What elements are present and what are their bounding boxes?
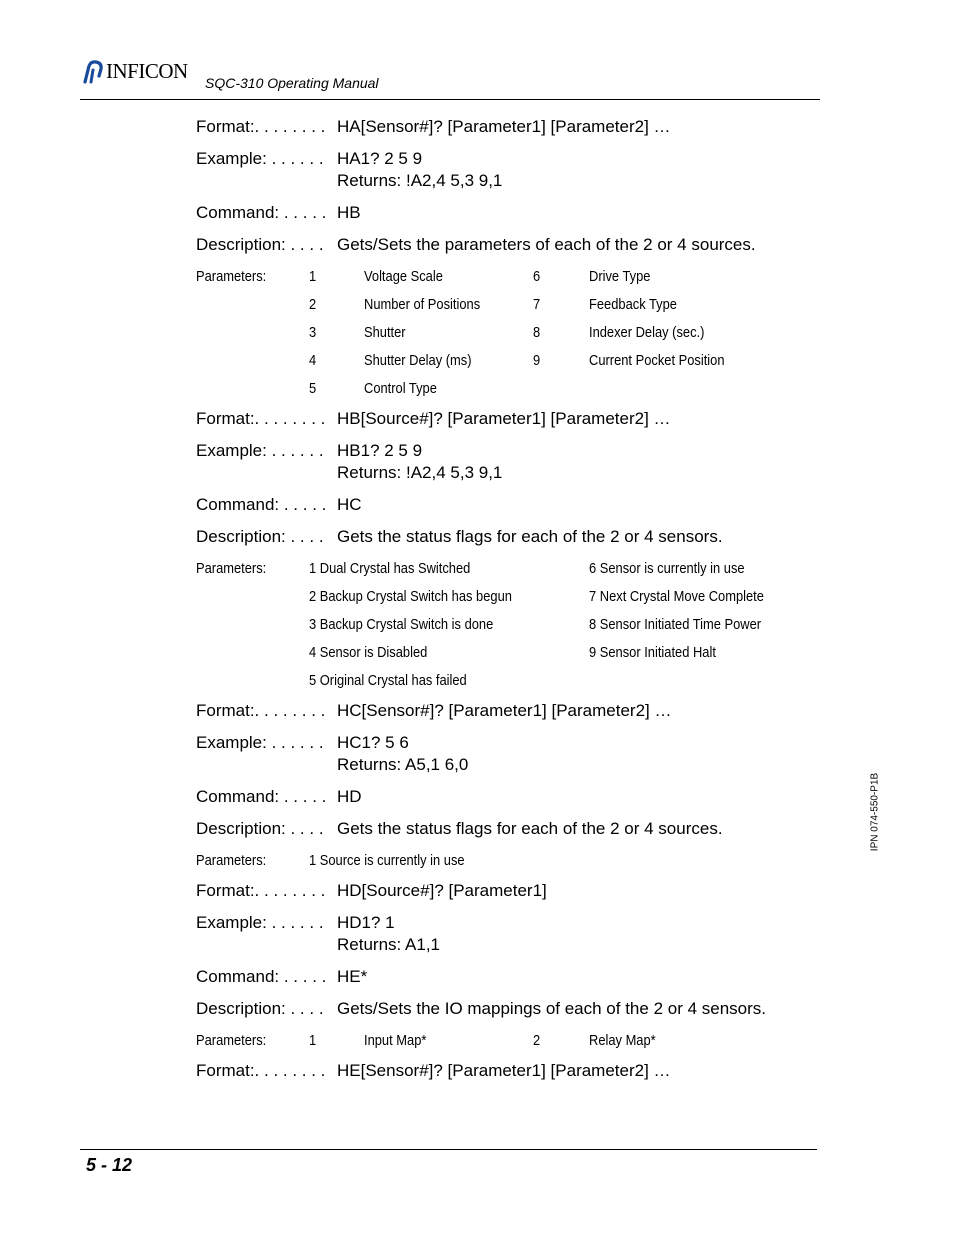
footer-divider [80,1149,817,1150]
parameter-number: 6 [533,268,541,285]
row-value: HE[Sensor#]? [Parameter1] [Parameter2] … [337,1061,671,1080]
inficon-logo [82,59,188,84]
parameter-number: 1 [309,268,317,285]
row-value: Gets the status flags for each of the 2 or 4 sources. [337,819,723,838]
parameter-item: 1 Source is currently in use [309,852,465,869]
parameter-number: 2 [309,296,317,313]
row-value: Gets/Sets the IO mappings of each of the 2 or 4 sensors. [337,999,767,1018]
row-label: Example: . . . . . . [196,441,324,460]
row-value: HB1? 2 5 9 [337,441,423,460]
command-row [196,441,422,461]
parameter-name: Shutter [364,324,406,341]
parameter-number: 9 [533,352,541,369]
parameter-number: 3 [309,324,317,341]
row-value: HC1? 5 6 [337,733,409,752]
parameter-number: 8 [533,324,541,341]
row-label: Command: . . . . . [196,203,327,222]
ipn-code: IPN 074-550-P1B [869,772,881,852]
parameter-name: Relay Map* [589,1032,656,1049]
row-label: Format:. . . . . . . . [196,701,326,720]
parameter-number: 4 [309,352,317,369]
command-row [196,881,547,901]
status-flag: 1 Dual Crystal has Switched [309,560,471,577]
returns-line: Returns: A5,1 6,0 [337,755,469,774]
command-row [196,733,409,753]
row-value: HC[Sensor#]? [Parameter1] [Parameter2] … [337,701,672,720]
row-label: Format:. . . . . . . . [196,409,326,428]
status-flag: 2 Backup Crystal Switch has begun [309,588,512,605]
command-row [196,527,723,547]
parameter-name: Shutter Delay (ms) [364,352,472,369]
inficon-logo-icon [82,60,104,84]
parameters-label: Parameters: [196,852,267,869]
returns-line: Returns: !A2,4 5,3 9,1 [337,171,503,190]
row-label: Example: . . . . . . [196,149,324,168]
status-flag: 9 Sensor Initiated Halt [589,644,716,661]
status-flag: 5 Original Crystal has failed [309,672,467,689]
parameter-name: Drive Type [589,268,651,285]
row-label: Format:. . . . . . . . [196,1061,326,1080]
status-flag: 6 Sensor is currently in use [589,560,745,577]
row-value: Gets the status flags for each of the 2 or 4 sensors. [337,527,723,546]
row-label: Description: . . . . [196,999,324,1018]
command-row [196,495,362,515]
command-row [196,409,671,429]
row-value: HA1? 2 5 9 [337,149,423,168]
row-value: HB[Source#]? [Parameter1] [Parameter2] … [337,409,671,428]
command-row [196,117,671,137]
row-value: HD1? 1 [337,913,395,932]
command-row [196,819,723,839]
parameter-name: Feedback Type [589,296,677,313]
row-value: HB [337,203,361,222]
status-flag: 4 Sensor is Disabled [309,644,428,661]
row-label: Command: . . . . . [196,967,327,986]
parameter-name: Input Map* [364,1032,427,1049]
command-row [196,203,361,223]
parameter-number: 2 [533,1032,541,1049]
page-number: 5 - 12 [86,1155,133,1175]
row-label: Description: . . . . [196,235,324,254]
status-flag: 8 Sensor Initiated Time Power [589,616,762,633]
parameter-number: 1 [309,1032,317,1049]
parameter-name: Control Type [364,380,437,397]
row-value: HD[Source#]? [Parameter1] [337,881,547,900]
command-row [196,1061,671,1081]
row-label: Description: . . . . [196,527,324,546]
command-row [196,967,367,987]
status-flag: 7 Next Crystal Move Complete [589,588,764,605]
row-value: Gets/Sets the parameters of each of the 2 or 4 sources. [337,235,756,254]
row-label: Example: . . . . . . [196,733,324,752]
command-row [196,913,395,933]
row-label: Format:. . . . . . . . [196,117,326,136]
row-label: Description: . . . . [196,819,324,838]
row-value: HC [337,495,362,514]
parameter-name: Current Pocket Position [589,352,725,369]
command-row [196,701,671,721]
row-label: Command: . . . . . [196,787,327,806]
returns-line: Returns: A1,1 [337,935,441,954]
manual-title: SQC-310 Operating Manual [205,75,379,91]
row-value: HE* [337,967,368,986]
row-label: Command: . . . . . [196,495,327,514]
header-divider [80,99,820,100]
parameters-label: Parameters: [196,560,267,577]
command-row [196,999,766,1019]
command-row [196,149,422,169]
row-value: HD [337,787,362,806]
parameters-label: Parameters: [196,268,267,285]
parameter-name: Number of Positions [364,296,481,313]
command-row [196,235,756,255]
row-value: HA[Sensor#]? [Parameter1] [Parameter2] … [337,117,671,136]
parameter-number: 7 [533,296,541,313]
command-row [196,787,362,807]
parameter-name: Voltage Scale [364,268,443,285]
parameter-number: 5 [309,380,317,397]
status-flag: 3 Backup Crystal Switch is done [309,616,494,633]
row-label: Format:. . . . . . . . [196,881,326,900]
row-label: Example: . . . . . . [196,913,324,932]
parameter-name: Indexer Delay (sec.) [589,324,705,341]
returns-line: Returns: !A2,4 5,3 9,1 [337,463,503,482]
parameters-label: Parameters: [196,1032,267,1049]
brand-name: INFICON [106,59,188,83]
